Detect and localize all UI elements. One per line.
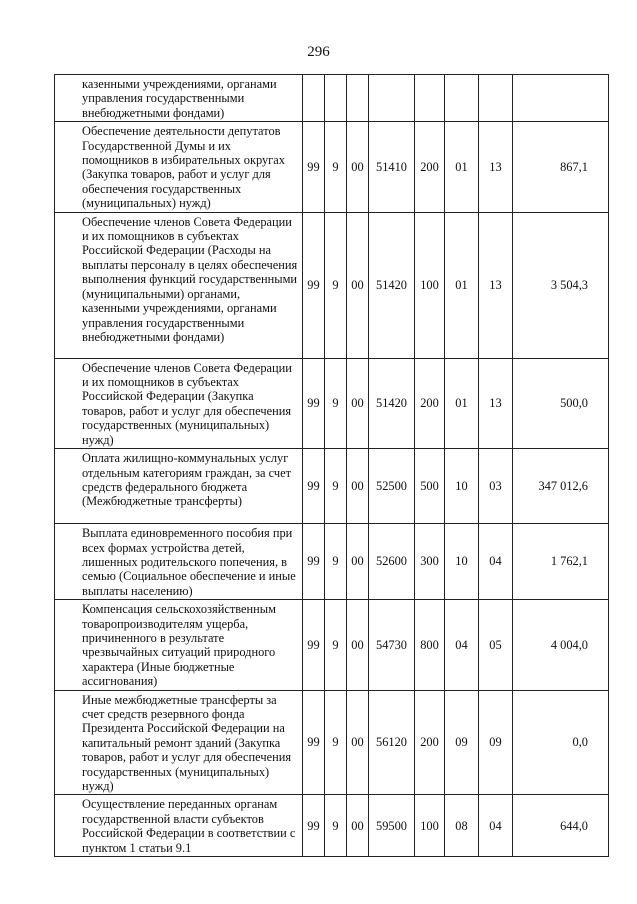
amount: 1 762,1 bbox=[513, 524, 609, 600]
amount bbox=[513, 75, 609, 122]
budget-table bbox=[54, 74, 609, 857]
amount: 0,0 bbox=[513, 690, 609, 795]
amount: 644,0 bbox=[513, 795, 609, 857]
row-name: Осуществление переданных органам государственной власти субъектов Российской Федерации в соответствии с пунктом 1 статьи 9.1 bbox=[55, 795, 303, 857]
amount: 347 012,6 bbox=[513, 449, 609, 524]
row-name: Выплата единовременного пособия при всех формах устройства детей, лишенных родительского попечения, в семью (Социальное обеспечение и иные выплаты населению) bbox=[55, 524, 303, 600]
event-code: 00 bbox=[347, 524, 369, 600]
table-row bbox=[55, 122, 609, 212]
program-code: 99 bbox=[303, 122, 325, 212]
amount: 500,0 bbox=[513, 358, 609, 448]
event-code: 00 bbox=[347, 600, 369, 690]
direction-code: 51420 bbox=[369, 212, 415, 358]
section-code: 01 bbox=[445, 358, 479, 448]
section-code: 08 bbox=[445, 795, 479, 857]
program-code: 99 bbox=[303, 795, 325, 857]
expense-type-code: 100 bbox=[415, 212, 445, 358]
subprogram-code: 9 bbox=[325, 449, 347, 524]
subsection-code: 03 bbox=[479, 449, 513, 524]
event-code: 00 bbox=[347, 212, 369, 358]
row-name: Обеспечение членов Совета Федерации и их помощников в субъектах Российской Федерации (Расходы на выплаты персоналу в целях обеспечения выполнения функций государственными (муниципальными) органами, казенными учреждениями, органами управления государственными внебюджетными фондами) bbox=[55, 212, 303, 358]
amount: 4 004,0 bbox=[513, 600, 609, 690]
direction-code: 52500 bbox=[369, 449, 415, 524]
row-name: Компенсация сельскохозяйственным товаропроизводителям ущерба, причиненного в результате чрезвычайных ситуаций природного характера (Иные бюджетные ассигнования) bbox=[55, 600, 303, 690]
subprogram-code bbox=[325, 75, 347, 122]
subprogram-code: 9 bbox=[325, 212, 347, 358]
table-row bbox=[55, 524, 609, 600]
table-row bbox=[55, 212, 609, 358]
event-code bbox=[347, 75, 369, 122]
subsection-code bbox=[479, 75, 513, 122]
program-code: 99 bbox=[303, 600, 325, 690]
table-row bbox=[55, 358, 609, 448]
event-code: 00 bbox=[347, 449, 369, 524]
table-row bbox=[55, 449, 609, 524]
expense-type-code: 200 bbox=[415, 690, 445, 795]
table-row bbox=[55, 600, 609, 690]
expense-type-code bbox=[415, 75, 445, 122]
subprogram-code: 9 bbox=[325, 358, 347, 448]
expense-type-code: 200 bbox=[415, 358, 445, 448]
direction-code: 59500 bbox=[369, 795, 415, 857]
direction-code bbox=[369, 75, 415, 122]
subsection-code: 04 bbox=[479, 795, 513, 857]
program-code: 99 bbox=[303, 358, 325, 448]
amount: 3 504,3 bbox=[513, 212, 609, 358]
subsection-code: 05 bbox=[479, 600, 513, 690]
amount: 867,1 bbox=[513, 122, 609, 212]
section-code: 04 bbox=[445, 600, 479, 690]
event-code: 00 bbox=[347, 358, 369, 448]
direction-code: 54730 bbox=[369, 600, 415, 690]
event-code: 00 bbox=[347, 795, 369, 857]
event-code: 00 bbox=[347, 122, 369, 212]
section-code bbox=[445, 75, 479, 122]
row-name: Обеспечение деятельности депутатов Государственной Думы и их помощников в избирательных округах (Закупка товаров, работ и услуг для обеспечения государственных (муниципальных) нужд) bbox=[55, 122, 303, 212]
program-code: 99 bbox=[303, 212, 325, 358]
subsection-code: 09 bbox=[479, 690, 513, 795]
row-name: Оплата жилищно-коммунальных услуг отдельным категориям граждан, за счет средств федерального бюджета (Межбюджетные трансферты) bbox=[55, 449, 303, 524]
direction-code: 52600 bbox=[369, 524, 415, 600]
expense-type-code: 800 bbox=[415, 600, 445, 690]
subprogram-code: 9 bbox=[325, 600, 347, 690]
expense-type-code: 300 bbox=[415, 524, 445, 600]
program-code: 99 bbox=[303, 524, 325, 600]
program-code: 99 bbox=[303, 449, 325, 524]
section-code: 10 bbox=[445, 449, 479, 524]
subprogram-code: 9 bbox=[325, 122, 347, 212]
program-code bbox=[303, 75, 325, 122]
expense-type-code: 200 bbox=[415, 122, 445, 212]
subsection-code: 04 bbox=[479, 524, 513, 600]
expense-type-code: 500 bbox=[415, 449, 445, 524]
row-name: Обеспечение членов Совета Федерации и их помощников в субъектах Российской Федерации (Закупка товаров, работ и услуг для обеспечения государственных (муниципальных) нужд) bbox=[55, 358, 303, 448]
direction-code: 51420 bbox=[369, 358, 415, 448]
page-number: 296 bbox=[307, 44, 330, 60]
subsection-code: 13 bbox=[479, 122, 513, 212]
subsection-code: 13 bbox=[479, 358, 513, 448]
table-row bbox=[55, 690, 609, 795]
direction-code: 51410 bbox=[369, 122, 415, 212]
subprogram-code: 9 bbox=[325, 524, 347, 600]
table-row bbox=[55, 795, 609, 857]
subprogram-code: 9 bbox=[325, 690, 347, 795]
section-code: 01 bbox=[445, 122, 479, 212]
program-code: 99 bbox=[303, 690, 325, 795]
event-code: 00 bbox=[347, 690, 369, 795]
direction-code: 56120 bbox=[369, 690, 415, 795]
section-code: 10 bbox=[445, 524, 479, 600]
row-name: Иные межбюджетные трансферты за счет средств резервного фонда Президента Российской Федерации на капитальный ремонт зданий (Закупка товаров, работ и услуг для обеспечения государственных (муниципальных) нужд) bbox=[55, 690, 303, 795]
expense-type-code: 100 bbox=[415, 795, 445, 857]
row-name: казенными учреждениями, органами управления государственными внебюджетными фондами) bbox=[55, 75, 303, 122]
subprogram-code: 9 bbox=[325, 795, 347, 857]
section-code: 01 bbox=[445, 212, 479, 358]
table-row bbox=[55, 75, 609, 122]
subsection-code: 13 bbox=[479, 212, 513, 358]
section-code: 09 bbox=[445, 690, 479, 795]
